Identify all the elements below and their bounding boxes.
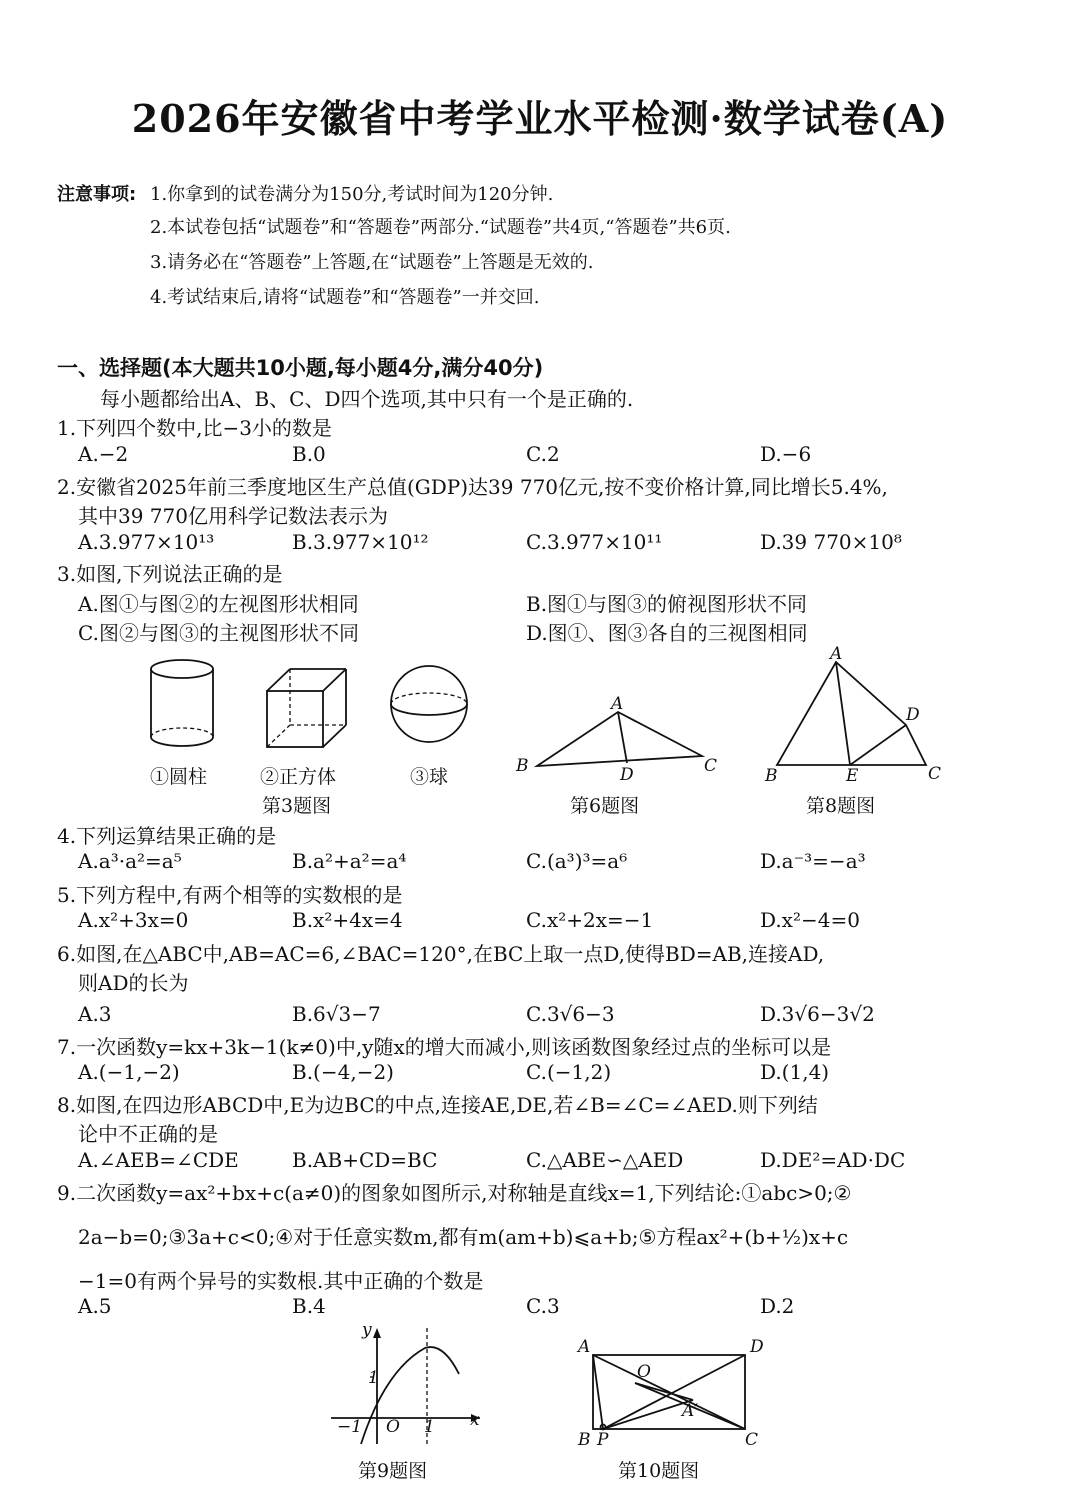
fig9-y-label: y — [362, 1320, 372, 1340]
fig10-point-d: D — [750, 1337, 764, 1357]
fig6-point-d: D — [620, 765, 634, 785]
fig3-label-sphere: ③球 — [410, 766, 449, 788]
notice-item: 2.本试卷包括“试题卷”和“答题卷”两部分.“试题卷”共4页,“答题卷”共6页. — [150, 217, 731, 238]
fig9-caption: 第9题图 — [358, 1460, 428, 1482]
option-b: B.0 — [292, 442, 326, 466]
option-b: B.a²+a²=a⁴ — [292, 849, 407, 873]
question-text: 2a−b=0;③3a+c<0;④对于任意实数m,都有m(am+b)⩽a+b;⑤方程ax²+(b+½)x+c — [78, 1225, 849, 1249]
question-text: 则AD的长为 — [78, 971, 189, 995]
question-text: 9.二次函数y=ax²+bx+c(a≠0)的图象如图所示,对称轴是直线x=1,下列结论:①abc>0;② — [57, 1181, 852, 1205]
sphere-shape — [388, 663, 478, 753]
fig6-caption: 第6题图 — [570, 795, 640, 817]
option-b: B.x²+4x=4 — [292, 908, 403, 932]
option-d: D.x²−4=0 — [760, 908, 860, 932]
option-c: C.(a³)³=a⁶ — [526, 849, 628, 873]
fig10-point-o: O — [637, 1362, 651, 1382]
option-c: C.3.977×10¹¹ — [526, 530, 663, 554]
notice-item: 4.考试结束后,请将“试题卷”和“答题卷”一并交回. — [150, 287, 540, 308]
question-text: 1.下列四个数中,比−3小的数是 — [57, 416, 332, 440]
option-b: B.AB+CD=BC — [292, 1148, 438, 1172]
page-title: 2026年安徽省中考学业水平检测·数学试卷(A) — [131, 96, 949, 141]
fig8-point-b: B — [765, 766, 778, 786]
option-b: B.6√3−7 — [292, 1002, 381, 1026]
fig10-point-b: B — [578, 1430, 591, 1450]
question-text: 2.安徽省2025年前三季度地区生产总值(GDP)达39 770亿元,按不变价格计算,同比增长5.4%, — [57, 475, 888, 499]
question-text: 其中39 770亿用科学记数法表示为 — [78, 504, 388, 528]
fig3-label-cube: ②正方体 — [260, 766, 337, 788]
section-intro: 每小题都给出A、B、C、D四个选项,其中只有一个是正确的. — [100, 387, 634, 411]
notice-item: 1.你拿到的试卷满分为150分,考试时间为120分钟. — [150, 184, 554, 205]
question-text: 3.如图,下列说法正确的是 — [57, 562, 283, 586]
option-c: C.x²+2x=−1 — [526, 908, 654, 932]
fig9-origin: O — [386, 1417, 400, 1437]
fig8-point-a: A — [830, 644, 843, 664]
option-a: A.a³·a²=a⁵ — [78, 849, 182, 873]
fig10-rectangle — [580, 1345, 760, 1435]
fig9-x-label: x — [470, 1410, 480, 1430]
fig3-caption: 第3题图 — [262, 795, 332, 817]
option-b: B.图①与图③的俯视图形状不同 — [526, 592, 808, 616]
option-a: A.图①与图②的左视图形状相同 — [78, 592, 359, 616]
cylinder-shape — [151, 660, 213, 746]
option-d: D.−6 — [760, 442, 812, 466]
option-a: A.5 — [78, 1294, 112, 1318]
option-c: C.(−1,2) — [526, 1060, 612, 1084]
option-a: A.(−1,−2) — [78, 1060, 180, 1084]
option-a: A.−2 — [78, 442, 129, 466]
fig9-tick-1: 1 — [424, 1417, 435, 1437]
option-d: D.图①、图③各自的三视图相同 — [526, 621, 808, 645]
fig8-point-d: D — [906, 705, 920, 725]
fig10-point-a-prime: A′ — [682, 1401, 699, 1421]
option-c: C.3 — [526, 1294, 560, 1318]
option-a: A.x²+3x=0 — [78, 908, 189, 932]
option-b: B.4 — [292, 1294, 326, 1318]
option-c: C.图②与图③的主视图形状不同 — [78, 621, 359, 645]
notice-item: 3.请务必在“答题卷”上答题,在“试题卷”上答题是无效的. — [150, 252, 594, 273]
fig9-tick-neg1: −1 — [337, 1417, 363, 1437]
option-b: B.3.977×10¹² — [292, 530, 429, 554]
question-text: 6.如图,在△ABC中,AB=AC=6,∠BAC=120°,在BC上取一点D,使得BD=AB,连接AD, — [57, 942, 825, 966]
option-c: C.2 — [526, 442, 560, 466]
fig8-caption: 第8题图 — [806, 795, 876, 817]
fig10-point-a: A — [578, 1337, 591, 1357]
question-text: 8.如图,在四边形ABCD中,E为边BC的中点,连接AE,DE,若∠B=∠C=∠AED.则下列结 — [57, 1093, 818, 1117]
option-d: D.(1,4) — [760, 1060, 830, 1084]
fig8-point-c: C — [928, 764, 942, 784]
option-c: C.3√6−3 — [526, 1002, 615, 1026]
option-d: D.2 — [760, 1294, 795, 1318]
question-text: 4.下列运算结果正确的是 — [57, 824, 277, 848]
option-a: A.∠AEB=∠CDE — [78, 1148, 239, 1172]
fig3-solids — [140, 655, 380, 755]
fig10-point-p: P — [597, 1430, 609, 1450]
question-text: 论中不正确的是 — [78, 1122, 218, 1146]
option-b: B.(−4,−2) — [292, 1060, 394, 1084]
fig10-caption: 第10题图 — [618, 1460, 700, 1482]
cube-shape — [267, 669, 346, 747]
option-c: C.△ABE∽△AED — [526, 1148, 684, 1172]
fig10-point-c: C — [745, 1430, 759, 1450]
notice-label: 注意事项: — [57, 184, 137, 205]
fig6-point-c: C — [704, 756, 718, 776]
fig6-point-a: A — [611, 694, 624, 714]
fig9-y-tick-1: 1 — [368, 1368, 379, 1388]
question-text: −1=0有两个异号的实数根.其中正确的个数是 — [78, 1269, 484, 1293]
option-a: A.3 — [78, 1002, 112, 1026]
option-d: D.3√6−3√2 — [760, 1002, 875, 1026]
question-text: 5.下列方程中,有两个相等的实数根的是 — [57, 883, 403, 907]
option-d: D.a⁻³=−a³ — [760, 849, 866, 873]
fig3-label-cylinder: ①圆柱 — [150, 766, 208, 788]
option-a: A.3.977×10¹³ — [78, 530, 215, 554]
section-heading: 一、选择题(本大题共10小题,每小题4分,满分40分) — [57, 356, 544, 380]
option-d: D.DE²=AD·DC — [760, 1148, 906, 1172]
fig8-point-e: E — [846, 766, 859, 786]
option-d: D.39 770×10⁸ — [760, 530, 902, 554]
fig6-point-b: B — [516, 756, 529, 776]
fig8-quadrilateral — [760, 650, 960, 780]
question-text: 7.一次函数y=kx+3k−1(k≠0)中,y随x的增大而减小,则该函数图象经过点的坐标可以是 — [57, 1035, 832, 1059]
